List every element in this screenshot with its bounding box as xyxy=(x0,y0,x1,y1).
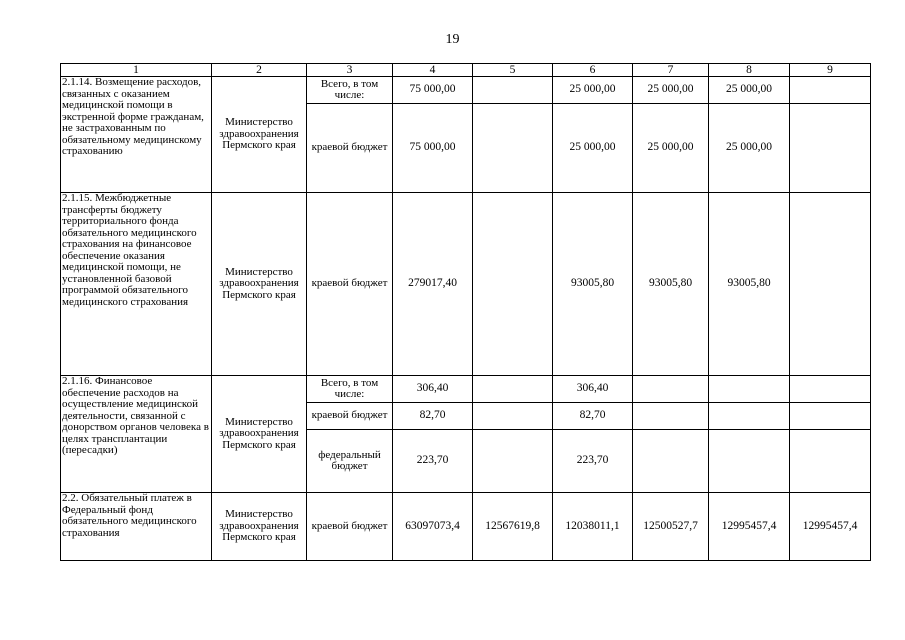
funding-source: краевой бюджет xyxy=(307,193,393,376)
executor-cell: Министерство здравоохранения Пермского края xyxy=(212,77,307,193)
amount-cell xyxy=(473,77,553,104)
funding-source: краевой бюджет xyxy=(307,104,393,193)
amount-cell: 25 000,00 xyxy=(633,77,709,104)
amount-cell: 306,40 xyxy=(393,376,473,403)
amount-cell xyxy=(790,430,871,493)
amount-cell: 82,70 xyxy=(393,403,473,430)
amount-cell xyxy=(709,403,790,430)
amount-cell: 306,40 xyxy=(553,376,633,403)
amount-cell xyxy=(790,403,871,430)
item-description: 2.1.16. Финансовое обеспечение расходов на осуществление медицинской деятельности, связанной с донорством органов человека в целях трансплантации (пересадки) xyxy=(61,376,212,493)
column-header: 8 xyxy=(709,64,790,77)
table-row xyxy=(61,193,871,376)
budget-table xyxy=(60,63,871,561)
funding-source: краевой бюджет xyxy=(307,403,393,430)
amount-cell: 12500527,7 xyxy=(633,493,709,561)
column-header: 7 xyxy=(633,64,709,77)
funding-source: Всего, в том числе: xyxy=(307,77,393,104)
amount-cell xyxy=(473,193,553,376)
amount-cell: 25 000,00 xyxy=(553,77,633,104)
table-row xyxy=(61,493,871,561)
amount-cell: 93005,80 xyxy=(709,193,790,376)
amount-cell xyxy=(790,193,871,376)
executor-cell: Министерство здравоохранения Пермского края xyxy=(212,193,307,376)
column-header: 4 xyxy=(393,64,473,77)
amount-cell: 75 000,00 xyxy=(393,77,473,104)
header-row xyxy=(61,64,871,77)
amount-cell: 63097073,4 xyxy=(393,493,473,561)
table-row xyxy=(61,77,871,104)
funding-source: Всего, в том числе: xyxy=(307,376,393,403)
column-header: 2 xyxy=(212,64,307,77)
amount-cell xyxy=(633,430,709,493)
amount-cell: 25 000,00 xyxy=(709,77,790,104)
item-description: 2.1.14. Возмещение расходов, связанных с оказанием медицинской помощи в экстренной форме гражданам, не застрахованным по обязательному медицинскому страхованию xyxy=(61,77,212,193)
amount-cell xyxy=(473,376,553,403)
executor-cell: Министерство здравоохранения Пермского края xyxy=(212,376,307,493)
amount-cell: 279017,40 xyxy=(393,193,473,376)
amount-cell: 12995457,4 xyxy=(709,493,790,561)
amount-cell xyxy=(473,403,553,430)
column-header: 1 xyxy=(61,64,212,77)
amount-cell: 12995457,4 xyxy=(790,493,871,561)
amount-cell: 223,70 xyxy=(553,430,633,493)
funding-source: федеральный бюджет xyxy=(307,430,393,493)
amount-cell: 25 000,00 xyxy=(553,104,633,193)
executor-cell: Министерство здравоохранения Пермского края xyxy=(212,493,307,561)
amount-cell: 25 000,00 xyxy=(709,104,790,193)
amount-cell: 75 000,00 xyxy=(393,104,473,193)
amount-cell xyxy=(473,104,553,193)
amount-cell xyxy=(790,376,871,403)
amount-cell xyxy=(473,430,553,493)
funding-source: краевой бюджет xyxy=(307,493,393,561)
amount-cell: 25 000,00 xyxy=(633,104,709,193)
amount-cell xyxy=(633,376,709,403)
column-header: 5 xyxy=(473,64,553,77)
amount-cell: 12038011,1 xyxy=(553,493,633,561)
amount-cell: 12567619,8 xyxy=(473,493,553,561)
column-header: 3 xyxy=(307,64,393,77)
amount-cell xyxy=(709,430,790,493)
page-number: 19 xyxy=(445,32,460,47)
column-header: 9 xyxy=(790,64,871,77)
amount-cell xyxy=(709,376,790,403)
table-row xyxy=(61,376,871,403)
amount-cell: 93005,80 xyxy=(553,193,633,376)
amount-cell: 82,70 xyxy=(553,403,633,430)
amount-cell: 93005,80 xyxy=(633,193,709,376)
item-description: 2.2. Обязательный платеж в Федеральный фонд обязательного медицинского страхования xyxy=(61,493,212,561)
amount-cell xyxy=(633,403,709,430)
amount-cell: 223,70 xyxy=(393,430,473,493)
amount-cell xyxy=(790,104,871,193)
item-description: 2.1.15. Межбюджетные трансферты бюджету территориального фонда обязательного медицинского страхования на финансовое обеспечение оказания медицинской помощи, не установленной базовой программой обязательного медицинского страхования xyxy=(61,193,212,376)
column-header: 6 xyxy=(553,64,633,77)
amount-cell xyxy=(790,77,871,104)
